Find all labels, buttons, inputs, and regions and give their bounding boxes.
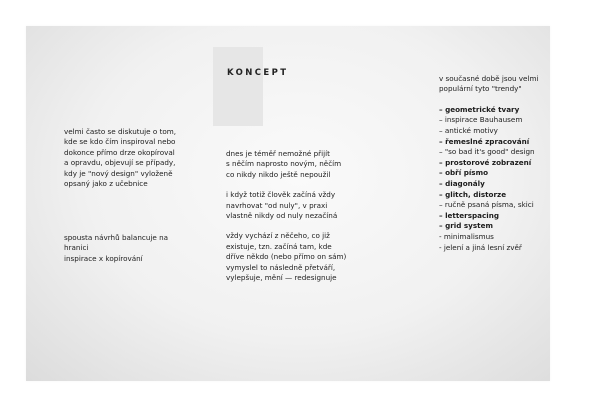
trend-item: – "so bad it's good" design (439, 147, 535, 157)
text-line: vymyslel to následně přetváří, (226, 262, 336, 272)
text-line: i když totiž člověk začíná vždy (226, 190, 336, 200)
text-line: co nikdy nikdo ještě nepoužil (226, 169, 331, 179)
text-line: vždy vychází z něčeho, co již (226, 231, 330, 241)
right-column (439, 74, 538, 253)
trend-item: – grid system (439, 221, 493, 231)
left-paragraph-2 (64, 233, 168, 264)
text-line: populární tyto "trendy" (439, 84, 522, 94)
text-line: navrhovat "od nuly", v praxi (226, 200, 328, 210)
trend-item: – inspirace Bauhausem (439, 115, 523, 125)
text-line: a opravdu, objevují se případy, (64, 158, 176, 168)
trend-item: – diagonály (439, 178, 485, 188)
trend-item: - minimalismus (439, 231, 494, 241)
text-line: velmi často se diskutuje o tom, (64, 127, 177, 136)
trend-item: – antické motivy (439, 126, 498, 135)
left-paragraph (64, 127, 176, 189)
text-line: dnes je téměř nemožné přijít (226, 149, 330, 158)
text-line: v současné době jsou velmi (439, 74, 539, 83)
text-line: existuje, tzn. začíná tam, kde (226, 241, 332, 251)
trend-item: – geometrické tvary (439, 104, 520, 114)
text-line: dříve někdo (nebo přímo on sám) (226, 252, 347, 262)
text-line: dokonce přímo drze okopíroval (64, 147, 175, 157)
trend-item: - jelení a jiná lesní zvěř (439, 242, 522, 252)
trend-item: – řemeslné zpracování (439, 136, 530, 146)
accent-rectangle (213, 47, 263, 126)
text-line: spousta návrhů balancuje na (64, 233, 169, 242)
text-line: vlastně nikdy od nuly nezačíná (226, 211, 338, 221)
text-line: kde se kdo čím inspiroval nebo (64, 137, 176, 147)
text-line: inspirace x kopírování (64, 253, 143, 263)
text-line: opsaný jako z učebnice (64, 179, 148, 189)
text-line: hranici (64, 243, 89, 253)
trend-item: – glitch, distorze (439, 189, 507, 199)
text-line: vylepšuje, mění — redesignuje (226, 273, 337, 283)
middle-column (226, 149, 346, 283)
trends-list (439, 105, 538, 253)
trend-item: – obří písmo (439, 168, 489, 178)
trend-item: – ručně psaná písma, skici (439, 200, 534, 210)
text-line: s něčím naprosto novým, něčím (226, 159, 342, 169)
text-line: kdy je "nový design" vyloženě (64, 168, 173, 178)
trend-item: – letterspacing (439, 210, 499, 220)
trend-item: – prostorové zobrazení (439, 157, 532, 167)
slide-title: KONCEPT (227, 68, 289, 78)
